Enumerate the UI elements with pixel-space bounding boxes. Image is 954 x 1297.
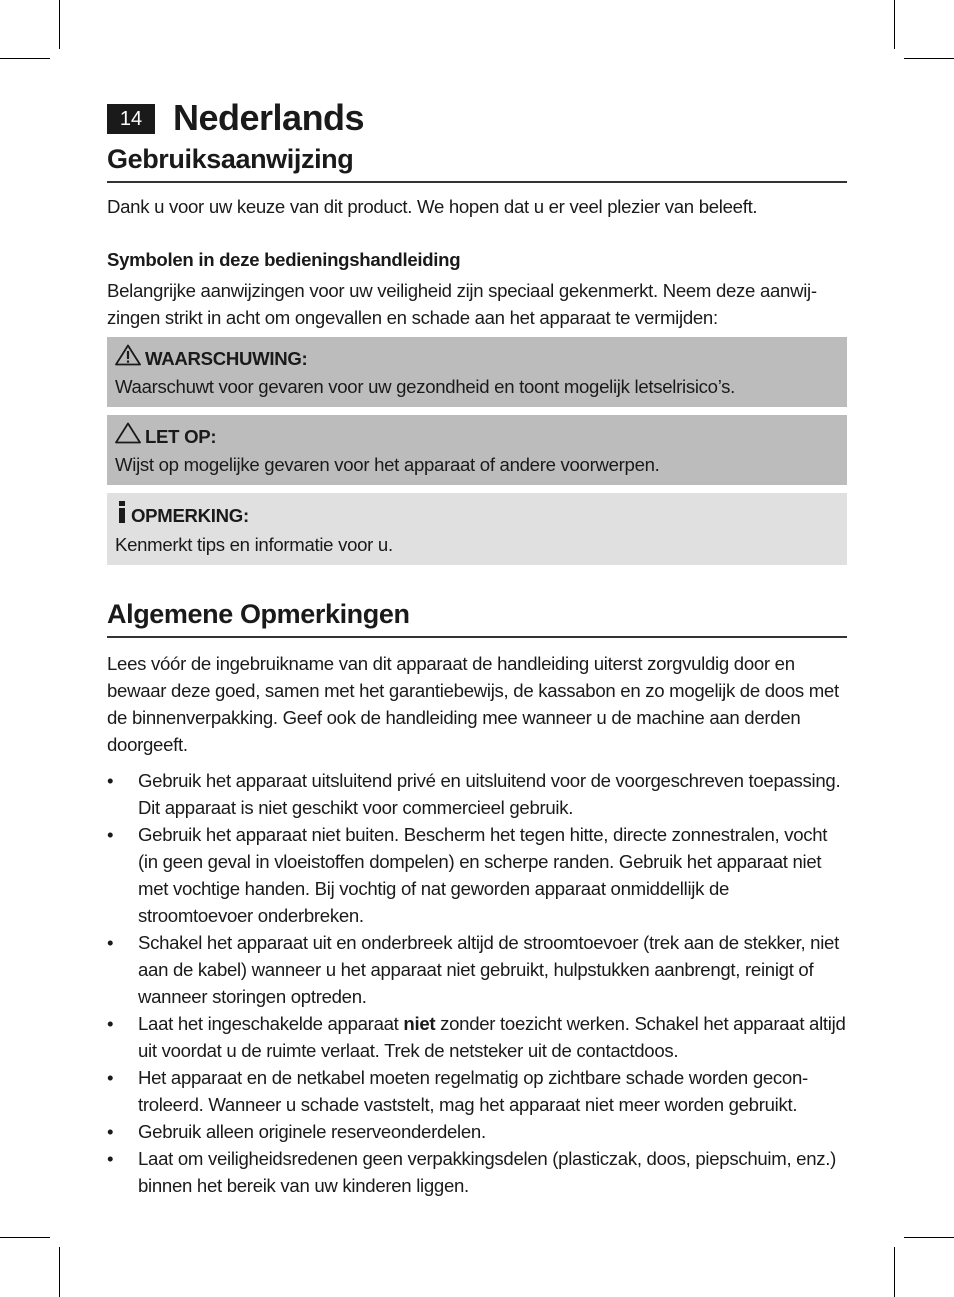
crop-mark xyxy=(904,58,954,59)
list-item: • Het apparaat en de netkabel moeten regelmatig op zichtbare schade worden gecontroleerd. Wanneer u schade vaststelt, mag het apparaat niet meer worden gebruikt. xyxy=(107,1064,847,1118)
list-item: • Gebruik alleen originele reserveonderdelen. xyxy=(107,1118,847,1145)
manual-page xyxy=(107,98,847,1199)
language-title: Nederlands xyxy=(173,97,365,138)
info-icon xyxy=(115,500,129,531)
list-item: • Schakel het apparaat uit en onderbreek altijd de stroomtoevoer (trek aan de stekker, niet aan de kabel) wanneer u het apparaat niet gebruikt, hulpstukken aanbrengt, reinigt of wanneer storingen optreden. xyxy=(107,929,847,1010)
note-box xyxy=(107,493,847,565)
list-item: • Gebruik het apparaat niet buiten. Bescherm het tegen hitte, directe zonnestralen, vocht (in geen geval in vloeistoffen dompelen) en scherpe randen. Gebruik het apparaat niet met vochtige handen. Bij vochtig of nat geworden apparaat onmiddellijk de stroomtoevoer onderbreken. xyxy=(107,821,847,929)
caution-text: Wijst op mogelijke gevaren voor het apparaat of andere voorwerpen. xyxy=(115,454,660,475)
list-item: • Gebruik het apparaat uitsluitend privé en uitsluitend voor de voorgeschreven toepassing. Dit apparaat is niet geschikt voor commercieel gebruik. xyxy=(107,767,847,821)
bullet: • xyxy=(107,770,114,791)
bullet: • xyxy=(107,1013,114,1034)
symbols-description: Belangrijke aanwijzingen voor uw veiligheid zijn speciaal gekenmerkt. Neem deze aanwijzingen strikt in acht om ongevallen en schade aan het apparaat te vermijden: xyxy=(107,280,818,328)
note-label: OPMERKING: xyxy=(131,504,249,526)
safety-list xyxy=(107,767,847,1199)
bullet: • xyxy=(107,824,114,845)
crop-mark xyxy=(894,1247,895,1297)
crop-mark xyxy=(894,0,895,49)
list-item: • Laat het ingeschakelde apparaat niet zonder toezicht werken. Schakel het apparaat altijd uit voordat u de ruimte verlaat. Trek de netsteker uit de contactdoos. xyxy=(107,1010,847,1064)
general-intro-text: Lees vóór de ingebruikname van dit apparaat de handleiding uiterst zorgvuldig door en bewaar deze goed, samen met het garantiebewijs, de kassabon en zo mogelijk de doos met de binnenverpakking. Geef ook de handleiding mee wanneer u de machine aan derden doorgeeft. xyxy=(107,653,839,755)
bullet: • xyxy=(107,932,114,953)
bullet: • xyxy=(107,1121,114,1142)
page-number: 14 xyxy=(107,104,155,134)
emphasis-niet: niet xyxy=(403,1013,436,1034)
bullet: • xyxy=(107,1148,114,1169)
bullet: • xyxy=(107,1067,114,1088)
crop-mark xyxy=(59,0,60,49)
crop-mark xyxy=(59,1247,60,1297)
caution-box xyxy=(107,415,847,485)
page-header xyxy=(107,98,847,138)
warning-triangle-icon xyxy=(115,344,141,373)
warning-box xyxy=(107,337,847,407)
section-title-algemene-opmerkingen: Algemene Opmerkingen xyxy=(107,599,847,638)
warning-text: Waarschuwt voor gevaren voor uw gezondheid en toont mogelijk letselrisico’s. xyxy=(115,376,736,397)
intro-text: Dank u voor uw keuze van dit product. We hopen dat u er veel plezier van beleeft. xyxy=(107,196,758,217)
caution-label: LET OP: xyxy=(145,425,217,447)
section-title-gebruiksaanwijzing: Gebruiksaanwijzing xyxy=(107,144,847,183)
caution-triangle-icon xyxy=(115,422,141,451)
crop-mark xyxy=(0,58,50,59)
crop-mark xyxy=(0,1237,50,1238)
list-item: • Laat om veiligheidsredenen geen verpakkingsdelen (plasticzak, doos, piepschuim, enz.) binnen het bereik van uw kinderen liggen. xyxy=(107,1145,847,1199)
warning-label: WAARSCHUWING: xyxy=(145,347,308,369)
note-text: Kenmerkt tips en informatie voor u. xyxy=(115,534,393,555)
symbols-heading: Symbolen in deze bedieningshandleiding xyxy=(107,249,461,270)
crop-mark xyxy=(904,1237,954,1238)
